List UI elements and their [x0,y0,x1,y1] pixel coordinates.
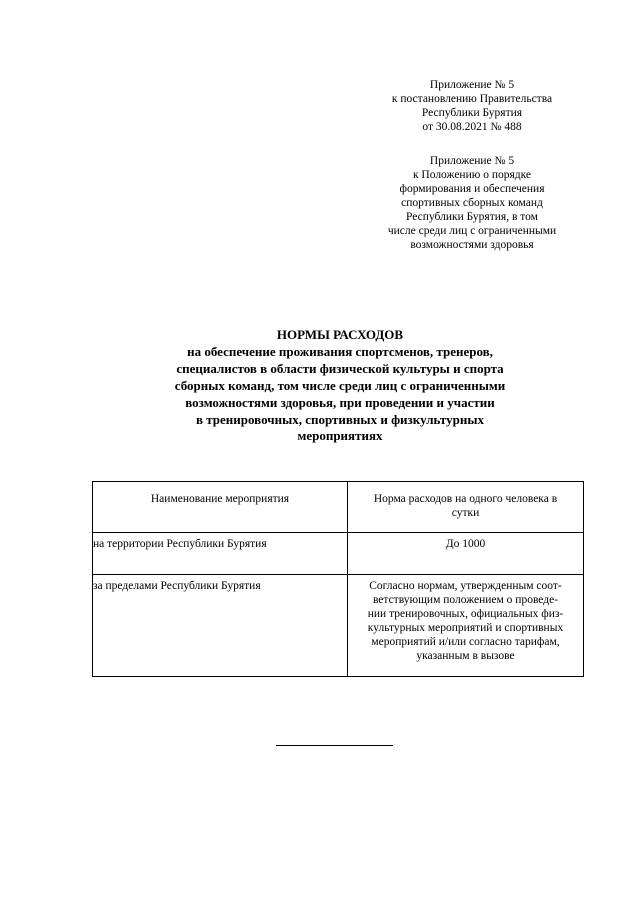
attachment-line: Приложение № 5 [429,155,515,167]
attachment-line: к постановлению Правительства [391,93,553,105]
title-line: на обеспечение проживания спортсменов, тренеров, [187,343,493,359]
attachment-line: спортивных сборных команд [401,197,543,209]
attachment-line: Приложение № 5 [429,79,515,91]
title-line: сборных команд, том числе среди лиц с ограниченными [174,377,506,393]
header-line: сутки [451,507,480,519]
attachment-to-resolution [360,78,584,134]
norm-cell [347,575,583,677]
attachment-line: Республики Бурятия [421,107,523,119]
cell-line: на территории Республики Бурятия [93,538,267,550]
cell-line: за пределами Республики Бурятия [93,580,261,592]
title-line: возможностями здоровья, при проведении и участии [185,394,495,410]
attachment-to-regulation [360,154,584,252]
norms-table [92,481,584,677]
cell-line: Согласно нормам, утвержденным соот- [369,580,562,592]
attachment-line: от 30.08.2021 № 488 [422,121,522,133]
event-cell [93,533,348,575]
attachment-line: формирования и обеспечения [399,183,545,195]
title-line: в тренировочных, спортивных и физкультурных [195,411,485,427]
cell-line: ветствующим положением о проведе- [372,594,559,606]
document-title [120,327,560,445]
table-row [93,533,584,575]
table-row [93,575,584,677]
cell-line: культурных мероприятий и спортивных [367,622,564,634]
end-of-document-rule [276,745,393,746]
norm-cell [347,533,583,575]
cell-line: указанным в вызове [416,650,515,662]
attachment-line: Республики Бурятия, в том [406,211,538,223]
header-event-name [93,482,348,533]
cell-line: До 1000 [445,538,486,550]
title-line: мероприятиях [297,428,383,444]
event-cell [93,575,348,677]
header-line: Наименование мероприятия [150,493,290,505]
header-line: Норма расходов на одного человека в [373,493,558,505]
title-line: специалистов в области физической культуры и спорта [176,360,504,376]
attachment-line: к Положению о порядке [412,169,532,181]
attachment-line: возможностями здоровья [410,239,534,251]
header-norm-per-day [347,482,583,533]
attachment-line: числе среди лиц с ограниченными [387,225,557,237]
table-header-row [93,482,584,533]
title-heading: НОРМЫ РАСХОДОВ [276,327,404,342]
cell-line: нии тренировочных, официальных физ- [367,608,564,620]
cell-line: мероприятий и/или согласно тарифам, [371,636,560,648]
